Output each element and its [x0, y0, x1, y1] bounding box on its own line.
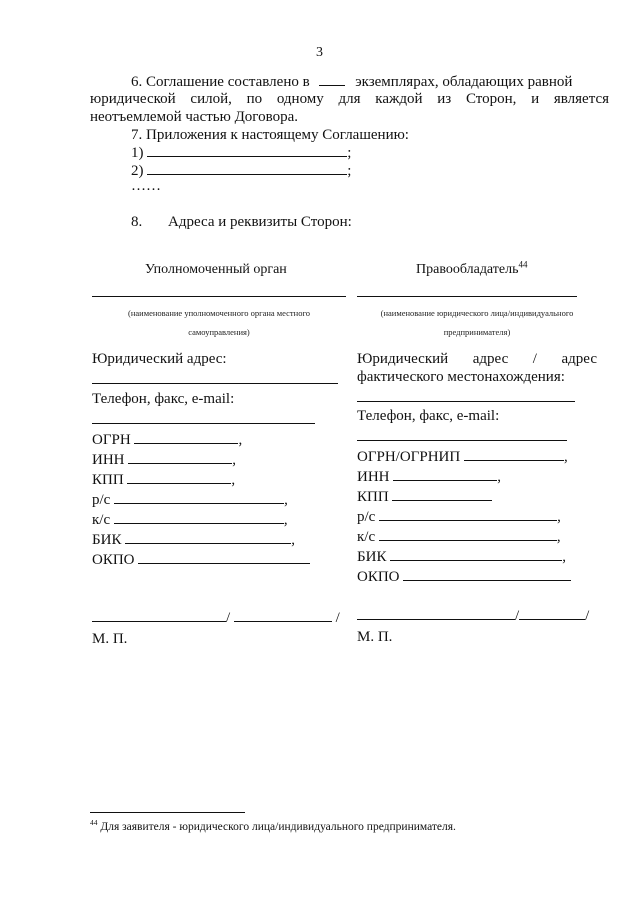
left-seal: М. П. [92, 631, 128, 647]
left-kpp-comma: , [231, 472, 236, 488]
item6-line2: юридической силой, по одному для каждой из Сторон, и является [90, 91, 609, 107]
footnote [90, 820, 456, 834]
item6-line3: неотъемлемой частью Договора. [90, 109, 298, 125]
left-ks-comma: , [283, 512, 288, 528]
right-signature-slash1: / [515, 608, 520, 624]
copies-count-blank [319, 72, 345, 86]
right-okpo-label: ОКПО [357, 569, 400, 585]
right-kpp-label: КПП [357, 489, 389, 505]
item7-ellipsis: …… [131, 178, 161, 194]
left-ks-blank [114, 510, 284, 524]
item7-entry1 [131, 143, 351, 162]
left-kpp-label: КПП [92, 472, 124, 488]
left-kpp-row [92, 470, 235, 489]
right-heading [416, 261, 528, 278]
left-rs-blank [114, 490, 284, 504]
left-kpp-blank [127, 470, 231, 484]
page-number: 3 [316, 45, 323, 60]
right-contacts-line [357, 440, 567, 441]
footnote-number: 44 [90, 818, 98, 828]
entry1-prefix: 1) [131, 145, 144, 161]
left-ogrn-row [92, 430, 242, 449]
left-address-line [92, 383, 338, 384]
right-kpp-blank [392, 487, 492, 501]
left-ks-label: к/с [92, 512, 111, 528]
entry1-blank [147, 143, 347, 157]
right-bik-row [357, 547, 566, 566]
right-note-line1: (наименование юридического лица/индивидуального [380, 308, 574, 318]
right-inn-comma: , [497, 469, 501, 485]
item7-entry2 [131, 161, 351, 180]
right-bik-blank [390, 547, 562, 561]
entry2-blank [147, 161, 347, 175]
right-inn-label: ИНН [357, 469, 390, 485]
left-ogrn-comma: , [238, 432, 243, 448]
right-bik-comma: , [562, 549, 566, 565]
left-name-blank [234, 608, 332, 622]
right-inn-blank [393, 467, 497, 481]
right-okpo-row [357, 567, 571, 586]
footnote-separator [90, 812, 245, 813]
left-inn-label: ИНН [92, 452, 125, 468]
left-ogrn-blank [134, 430, 238, 444]
right-inn-row [357, 467, 501, 486]
left-bik-label: БИК [92, 532, 122, 548]
right-ks-comma: , [556, 529, 561, 545]
entry1-terminator: ; [347, 145, 352, 161]
left-ogrn-label: ОГРН [92, 432, 131, 448]
left-bik-comma: , [291, 532, 295, 548]
left-inn-blank [128, 450, 232, 464]
left-okpo-row [92, 550, 310, 569]
left-signature-slash1: / [226, 610, 231, 626]
footnote-ref: 44 [518, 259, 528, 270]
left-note-line2: самоуправления) [188, 327, 250, 337]
right-seal: М. П. [357, 629, 393, 645]
item7-title: 7. Приложения к настоящему Соглашению: [131, 127, 409, 143]
right-signature-slash2: / [585, 608, 590, 624]
left-contacts-line [92, 423, 315, 424]
item6-line1-b: экземплярах, обладающих равной [355, 74, 573, 90]
left-name-line [92, 296, 346, 297]
right-ks-label: к/с [357, 529, 376, 545]
left-inn-row [92, 450, 236, 469]
item6-line1 [131, 72, 609, 91]
left-rs-comma: , [284, 492, 288, 508]
right-signature-row [357, 606, 589, 625]
left-contacts-label: Телефон, факс, e-mail: [92, 391, 235, 407]
right-ogrnip-label: ОГРН/ОГРНИП [357, 449, 461, 465]
right-rs-comma: , [557, 509, 561, 525]
left-address-label: Юридический адрес: [92, 351, 227, 367]
right-address-line [357, 401, 575, 402]
right-kpp-row [357, 487, 492, 506]
right-ogrnip-row [357, 447, 568, 466]
right-note-line2: предпринимателя) [443, 327, 511, 337]
left-signature-row [92, 608, 340, 627]
right-contacts-label: Телефон, факс, e-mail: [357, 408, 500, 424]
footnote-text: Для заявителя - юридического лица/индивидуального предпринимателя. [100, 821, 456, 833]
left-note-line1: (наименование уполномоченного органа местного [128, 308, 310, 318]
item8-number: 8. [131, 214, 143, 230]
item8-title: Адреса и реквизиты Сторон: [168, 214, 352, 230]
left-bik-blank [125, 530, 291, 544]
left-rs-row [92, 490, 288, 509]
right-rs-row [357, 507, 561, 526]
left-rs-label: р/с [92, 492, 111, 508]
left-signature-slash2: / [335, 610, 340, 626]
right-name-blank [519, 606, 585, 620]
left-signature-blank [92, 608, 226, 622]
left-okpo-label: ОКПО [92, 552, 135, 568]
left-heading: Уполномоченный орган [145, 262, 287, 277]
right-ks-row [357, 527, 561, 546]
entry2-prefix: 2) [131, 163, 144, 179]
left-ks-row [92, 510, 288, 529]
left-okpo-blank [138, 550, 310, 564]
left-inn-comma: , [232, 452, 236, 468]
right-address-line1: Юридический адрес / адрес [357, 351, 597, 367]
right-ogrnip-blank [464, 447, 564, 461]
right-name-line [357, 296, 577, 297]
right-ks-blank [379, 527, 557, 541]
right-heading-text: Правообладатель [416, 262, 519, 277]
right-signature-blank [357, 606, 515, 620]
right-rs-label: р/с [357, 509, 376, 525]
right-okpo-blank [403, 567, 571, 581]
left-bik-row [92, 530, 295, 549]
right-ogrnip-comma: , [563, 449, 568, 465]
right-address-line2: фактического местонахождения: [357, 369, 565, 385]
item6-line1-a: 6. Соглашение составлено в [131, 74, 310, 90]
entry2-terminator: ; [347, 163, 352, 179]
right-rs-blank [379, 507, 557, 521]
right-bik-label: БИК [357, 549, 387, 565]
